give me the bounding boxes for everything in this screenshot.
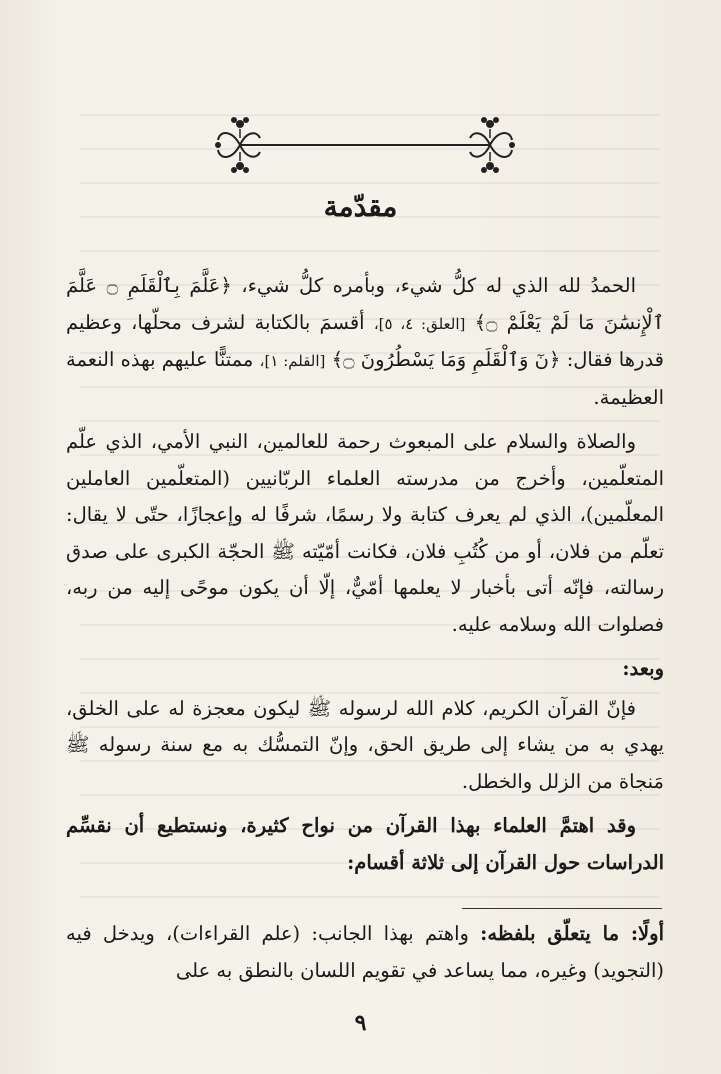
paragraph-text: ممتنًّا عليهم بهذه النعمة العظيمة.: [66, 348, 664, 409]
paragraph-bold: وقد اهتمَّ العلماء بهذا القرآن من نواح كثيرة، ونستطيع أن نقسِّم الدراسات حول القرآن إلى ثلاثة أقسام:: [66, 814, 664, 874]
body-text: [66, 268, 664, 884]
paragraph: [66, 916, 664, 989]
section-heading: وبعد:: [622, 657, 664, 680]
footnote-separator: [462, 908, 662, 909]
quran-verse: ﴿عَلَّمَ بِٱلْقَلَمِ ۝ عَلَّمَ ٱلْإِنسَٰنَ مَا لَمْ يَعْلَمْ ۝﴾: [66, 274, 665, 334]
page-title: مقدّمة: [323, 190, 398, 223]
body-text-continued: [66, 916, 664, 992]
paragraph-text: واهتم بهذا الجانب: (علم القراءات)، ويدخل فيه (التجويد) وغيره، مما يساعد في تقويم اللسان بالنطق به على: [66, 922, 664, 982]
verse-reference: [القلم: ١]،: [259, 352, 326, 370]
ornament-divider-icon: [212, 112, 518, 178]
verse-reference: [العلق: ٤، ٥]،: [373, 314, 466, 333]
paragraph-text: أقسمَ بالكتابة لشرف محلّها، وعظيم قدرها فقال:: [66, 310, 664, 371]
paragraph: فإنّ القرآن الكريم، كلام الله لرسوله ﷺ ليكون معجزة له على الخلق، يهدي به من يشاء إلى طريق الحق، وإنّ التمسُّك به مع سنة رسوله ﷺ مَنجاة من الزلل والخطل.: [66, 696, 664, 793]
paragraph-text: الحمدُ لله الذي له كلُّ شيء، وبأمره كلُّ شيء،: [241, 274, 636, 297]
quran-verse: ﴿نٓ وَٱلْقَلَمِ وَمَا يَسْطُرُونَ ۝﴾: [331, 348, 561, 371]
paragraph: والصلاة والسلام على المبعوث رحمة للعالمين، النبي الأمي، الذي علّم المتعلّمين، وأخرج من مدرسته العلماء الربّانيين (المتعلّمين العاملين المعلّمين)، الذي لم يعرف كتابة ولا رسمًا، شرفًا له وإعجازًا، حتّى لا يقال: تعلّم من فلان، أو من كُتُبِ فلان، فكانت أمّيّته ﷺ الحجّة الكبرى على صدق رسالته، فإنّه أتى بأخبار لا يعلمها أمّيٌّ، إلّا أن يكون موحًى إليه من ربه، فصلوات الله وسلامه عليه.: [66, 430, 664, 636]
paragraph-lead: أولًا: ما يتعلّق بلفظه:: [480, 922, 664, 945]
paragraph: [66, 268, 664, 416]
page-number: ٩: [354, 1010, 367, 1036]
